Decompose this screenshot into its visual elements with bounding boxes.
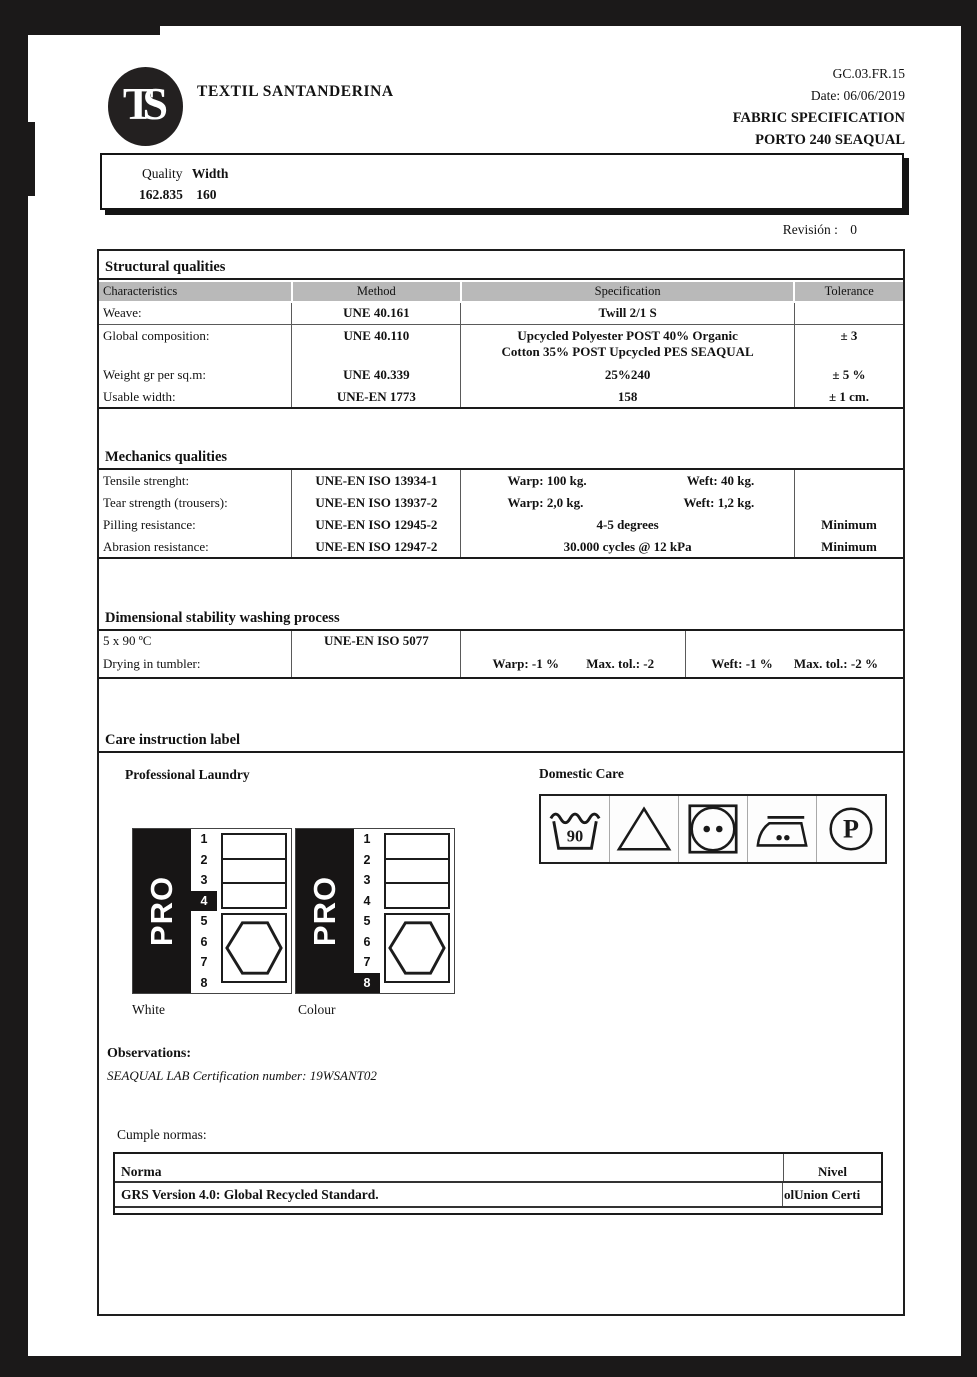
tumble-dry-icon bbox=[679, 796, 748, 862]
section-structural-qualities bbox=[99, 259, 903, 409]
pro-number: 5 bbox=[363, 914, 371, 929]
section-heading: Mechanics qualities bbox=[99, 449, 903, 470]
cell-warp bbox=[461, 631, 686, 651]
cell-norma: GRS Version 4.0: Global Recycled Standard. bbox=[121, 1186, 379, 1202]
observations-text: SEAQUAL LAB Certification number: 19WSANT02 bbox=[107, 1068, 377, 1083]
pro-number-column bbox=[191, 829, 217, 993]
cell-specification: 30.000 cycles @ 12 kPa bbox=[461, 536, 795, 558]
table-header-row bbox=[99, 281, 903, 302]
cell-method bbox=[292, 651, 461, 678]
pro-number-column bbox=[354, 829, 380, 993]
cell-tolerance: ± 3 bbox=[794, 324, 903, 364]
spec-line-1: Upcycled Polyester POST 40% Organic bbox=[517, 327, 738, 343]
weft-value: Weft: -1 % bbox=[711, 656, 773, 671]
table-row bbox=[99, 470, 903, 492]
cell-specification bbox=[461, 324, 795, 364]
cell-tolerance: ± 1 cm. bbox=[794, 386, 903, 408]
pro-number: 2 bbox=[363, 852, 371, 867]
mechanics-qualities-table bbox=[99, 470, 903, 559]
revision-value: 0 bbox=[850, 222, 857, 237]
width-label: Width bbox=[191, 166, 229, 181]
cell-characteristic: Global composition: bbox=[103, 327, 210, 343]
pro-number: 3 bbox=[200, 873, 208, 888]
pro-symbol-column bbox=[380, 829, 454, 993]
column-header-specification: Specification bbox=[461, 281, 795, 302]
cell-characteristic: Tear strength (trousers): bbox=[103, 495, 228, 510]
warp-weft-values bbox=[465, 495, 790, 511]
cell-method: UNE-EN ISO 13937-2 bbox=[292, 492, 461, 514]
column-header-method: Method bbox=[292, 281, 461, 302]
product-name: PORTO 240 SEAQUAL bbox=[755, 132, 905, 148]
cell-characteristic: 5 x 90 ºC bbox=[103, 633, 152, 648]
rectangle-symbol bbox=[221, 858, 287, 885]
cell-tolerance bbox=[794, 470, 903, 492]
domestic-care-symbols bbox=[539, 794, 887, 864]
norms-header-row bbox=[115, 1154, 881, 1183]
cell-tolerance bbox=[794, 492, 903, 514]
pro-number: 5 bbox=[200, 914, 208, 929]
wash-90-icon bbox=[541, 796, 610, 862]
pro-number: 1 bbox=[200, 832, 208, 847]
scan-artifact bbox=[28, 122, 35, 196]
cell-tolerance bbox=[794, 302, 903, 324]
cell-tolerance: Minimum bbox=[794, 514, 903, 536]
quality-width-box bbox=[100, 153, 904, 210]
quality-width-labels bbox=[142, 166, 228, 182]
column-header-tolerance: Tolerance bbox=[794, 281, 903, 302]
table-row bbox=[99, 364, 903, 386]
cell-method: UNE 40.339 bbox=[292, 364, 461, 386]
norms-table bbox=[113, 1152, 883, 1215]
width-value: 160 bbox=[196, 187, 217, 202]
cell-specification bbox=[461, 492, 795, 514]
warp-value: Warp: 2,0 kg. bbox=[507, 495, 584, 510]
pro-number: 1 bbox=[363, 832, 371, 847]
hexagon-symbol bbox=[221, 913, 287, 983]
cell-characteristic: Usable width: bbox=[99, 386, 292, 408]
column-header-norma: Norma bbox=[121, 1164, 162, 1179]
cell-weft bbox=[686, 631, 903, 651]
bleach-triangle-icon bbox=[610, 796, 679, 862]
pro-text: PRO bbox=[307, 875, 342, 947]
pro-number: 2 bbox=[200, 852, 208, 867]
weft-value: Weft: 40 kg. bbox=[686, 473, 755, 488]
document-code: GC.03.FR.15 bbox=[832, 66, 905, 81]
professional-laundry-heading: Professional Laundry bbox=[125, 767, 250, 782]
rectangle-symbol bbox=[384, 833, 450, 860]
table-row bbox=[99, 536, 903, 558]
table-row bbox=[99, 324, 903, 364]
revision-label: Revisión : bbox=[782, 222, 838, 237]
pro-number-highlighted: 4 bbox=[191, 891, 217, 912]
cell-weft bbox=[686, 651, 903, 678]
pro-band bbox=[296, 829, 354, 993]
scan-artifact bbox=[28, 26, 160, 35]
pro-number: 3 bbox=[363, 873, 371, 888]
revision-line bbox=[783, 222, 857, 238]
table-row bbox=[99, 651, 903, 678]
table-row bbox=[99, 492, 903, 514]
weft-tolerance-values bbox=[690, 656, 899, 672]
rectangle-symbol bbox=[384, 858, 450, 885]
column-header-nivel: Nivel bbox=[783, 1154, 881, 1181]
rectangle-symbol bbox=[221, 882, 287, 909]
cell-method: UNE-EN ISO 5077 bbox=[292, 631, 461, 651]
stacked-rectangles-symbol bbox=[221, 833, 287, 909]
cell-specification: 4-5 degrees bbox=[461, 514, 795, 536]
rectangle-symbol bbox=[221, 833, 287, 860]
cell-nivel: olUnion Certi bbox=[782, 1183, 881, 1206]
section-care-instruction bbox=[99, 732, 903, 753]
structural-qualities-table bbox=[99, 280, 903, 409]
norms-table-spacer bbox=[115, 1208, 881, 1213]
cell-tolerance: Minimum bbox=[794, 536, 903, 558]
cell-specification: Twill 2/1 S bbox=[461, 302, 795, 324]
cell-specification: 158 bbox=[461, 386, 795, 408]
pro-number: 6 bbox=[363, 934, 371, 949]
cell-characteristic: Weave: bbox=[99, 302, 292, 324]
quality-width-values bbox=[139, 187, 217, 203]
norms-heading: Cumple normas: bbox=[117, 1127, 207, 1142]
cell-specification: 25%240 bbox=[461, 364, 795, 386]
weft-value: Weft: 1,2 kg. bbox=[683, 495, 755, 510]
section-mechanics-qualities bbox=[99, 449, 903, 559]
pro-care-label-colour bbox=[295, 828, 455, 994]
hexagon-symbol bbox=[384, 913, 450, 983]
warp-value: Warp: -1 % bbox=[492, 656, 559, 671]
header-right-block bbox=[733, 63, 905, 151]
warp-weft-values bbox=[465, 473, 790, 489]
white-label-caption: White bbox=[132, 1002, 165, 1017]
cell-method: UNE 40.110 bbox=[292, 324, 461, 364]
observations-heading: Observations: bbox=[107, 1046, 191, 1061]
pro-number: 7 bbox=[363, 955, 371, 970]
stacked-rectangles-symbol bbox=[384, 833, 450, 909]
cell-method: UNE 40.161 bbox=[292, 302, 461, 324]
section-heading: Structural qualities bbox=[99, 259, 903, 280]
cell-warp bbox=[461, 651, 686, 678]
section-heading: Dimensional stability washing process bbox=[99, 610, 903, 631]
cell-method: UNE-EN ISO 13934-1 bbox=[292, 470, 461, 492]
company-name: TEXTIL SANTANDERINA bbox=[197, 83, 394, 100]
pro-number-highlighted: 8 bbox=[354, 973, 380, 994]
pro-number: 6 bbox=[200, 934, 208, 949]
specification-body bbox=[97, 249, 905, 1316]
pro-symbol-column bbox=[217, 829, 291, 993]
warp-max-tol: Max. tol.: -2 bbox=[586, 656, 655, 671]
colour-label-caption: Colour bbox=[298, 1002, 336, 1017]
cell-characteristic: Weight gr per sq.m: bbox=[103, 367, 206, 382]
document-page bbox=[28, 26, 961, 1356]
cell-method: UNE-EN ISO 12945-2 bbox=[292, 514, 461, 536]
pro-text: PRO bbox=[144, 875, 179, 947]
cell-characteristic: Tensile strenght: bbox=[103, 473, 190, 488]
table-row bbox=[99, 514, 903, 536]
spec-line-2: Cotton 35% POST Upcycled PES SEAQUAL bbox=[501, 343, 754, 359]
wash-temperature: 90 bbox=[566, 826, 584, 846]
section-dimensional-stability bbox=[99, 610, 903, 679]
cell-characteristic: Drying in tumbler: bbox=[99, 651, 292, 678]
dry-clean-p-icon bbox=[817, 796, 885, 862]
logo-monogram: TS bbox=[122, 78, 158, 129]
date-value: 06/06/2019 bbox=[843, 88, 905, 103]
document-date bbox=[733, 85, 905, 107]
cell-method: UNE-EN 1773 bbox=[292, 386, 461, 408]
company-logo-icon bbox=[108, 67, 183, 146]
column-header-characteristics: Characteristics bbox=[99, 281, 292, 302]
cell-specification bbox=[461, 470, 795, 492]
cell-method: UNE-EN ISO 12947-2 bbox=[292, 536, 461, 558]
quality-value: 162.835 bbox=[139, 187, 183, 202]
quality-label: Quality bbox=[142, 166, 183, 181]
domestic-care-heading: Domestic Care bbox=[539, 766, 624, 781]
dry-clean-letter: P bbox=[843, 814, 859, 844]
date-label: Date: bbox=[810, 88, 841, 103]
pro-number: 7 bbox=[200, 955, 208, 970]
pro-number: 8 bbox=[200, 975, 208, 990]
pro-number: 4 bbox=[363, 893, 371, 908]
cell-tolerance: ± 5 % bbox=[794, 364, 903, 386]
cell-characteristic: Pilling resistance: bbox=[103, 517, 196, 532]
weft-max-tol: Max. tol.: -2 % bbox=[793, 656, 878, 671]
table-row bbox=[99, 631, 903, 651]
table-row bbox=[99, 386, 903, 408]
norms-row bbox=[115, 1183, 881, 1208]
warp-tolerance-values bbox=[465, 656, 681, 672]
cell-characteristic: Abrasion resistance: bbox=[99, 536, 292, 558]
pro-band bbox=[133, 829, 191, 993]
table-row bbox=[99, 302, 903, 324]
section-heading: Care instruction label bbox=[99, 732, 903, 753]
dimensional-stability-table bbox=[99, 631, 903, 679]
pro-care-label-white bbox=[132, 828, 292, 994]
warp-value: Warp: 100 kg. bbox=[507, 473, 587, 488]
document-title: FABRIC SPECIFICATION bbox=[732, 110, 905, 126]
iron-icon bbox=[748, 796, 817, 862]
rectangle-symbol bbox=[384, 882, 450, 909]
